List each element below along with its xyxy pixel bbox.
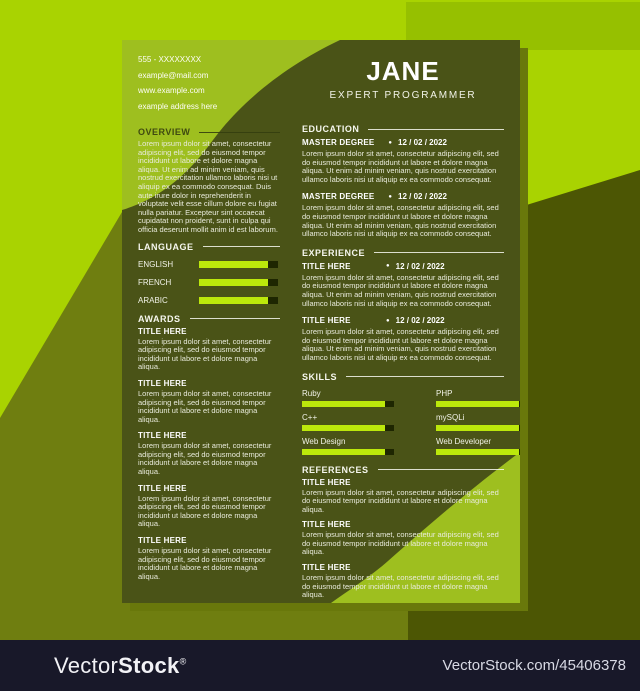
language-row-english bbox=[138, 256, 280, 274]
skill-web-design bbox=[302, 436, 394, 460]
education-entry bbox=[302, 138, 504, 184]
experience-date: 12 / 02 / 2022 bbox=[395, 261, 445, 271]
award-title: TITLE HERE bbox=[138, 326, 187, 336]
award-entry bbox=[138, 536, 280, 581]
heading-rule bbox=[374, 252, 504, 253]
heading-rule bbox=[378, 469, 504, 470]
skills-heading-row bbox=[302, 372, 504, 382]
overview-section bbox=[138, 127, 280, 235]
language-label: FRENCH bbox=[138, 278, 172, 288]
overview-body: Lorem ipsum dolor sit amet, consectetur adipiscing elit, sed do eiusmod tempor incididunt ut labore et dolore magna aliqua. Ut enim ad minim veniam, quis nostrud exercitation ullamco laboris nisi ut aliquip ex ea commodo consequat. Duis aute irure dolor in reprehenderit in voluptate velit esse cillum dolore eu fugiat nulla pariatur. Excepteur sint occaecat cupidatat non proident, sunt in culpa qui officia deserunt mollit anim id est laborum. bbox=[138, 139, 278, 234]
left-column bbox=[122, 40, 290, 603]
award-entry bbox=[138, 379, 280, 424]
skill-label: Ruby bbox=[302, 388, 321, 398]
candidate-name: JANE bbox=[366, 56, 440, 86]
references-heading: REFERENCES bbox=[302, 464, 369, 475]
watermark-url: VectorStock.com/45406378 bbox=[442, 657, 626, 674]
heading-rule bbox=[346, 376, 504, 377]
reference-title: TITLE HERE bbox=[302, 563, 351, 573]
experience-date: 12 / 02 / 2022 bbox=[395, 316, 445, 326]
experience-title-row bbox=[302, 316, 504, 325]
heading-rule bbox=[199, 132, 280, 133]
contact-phone: 555 - XXXXXXXX bbox=[138, 55, 202, 64]
skill-ruby bbox=[302, 388, 394, 412]
skill-cpp bbox=[302, 412, 394, 436]
skill-label: mySQLi bbox=[436, 412, 465, 422]
skill-web-developer bbox=[436, 436, 520, 460]
logo-text-light: Vector bbox=[54, 652, 119, 678]
skill-bar bbox=[436, 425, 520, 431]
award-entry bbox=[138, 484, 280, 529]
reference-body: Lorem ipsum dolor sit amet, consectetur adipiscing elit, sed do eiusmod tempor incididunt ut labore et dolore magna aliqua. bbox=[302, 573, 499, 600]
language-rows bbox=[138, 256, 280, 310]
education-date: 12 / 02 / 2022 bbox=[398, 138, 447, 147]
bullet-dot-icon: ● bbox=[386, 317, 390, 324]
language-heading-row bbox=[138, 242, 280, 252]
references-heading-row bbox=[302, 465, 504, 475]
bullet-dot-icon: ● bbox=[386, 263, 390, 270]
heading-rule bbox=[190, 318, 280, 319]
language-heading: LANGUAGE bbox=[138, 241, 194, 252]
award-body: Lorem ipsum dolor sit amet, consectetur adipiscing elit, sed do eiusmod tempor incididunt ut labore et dolore magna aliqua. bbox=[138, 546, 272, 581]
skill-bar-fill bbox=[302, 401, 385, 407]
award-title: TITLE HERE bbox=[138, 483, 187, 493]
contact-email: example@mail.com bbox=[138, 70, 209, 80]
skill-mysqli bbox=[436, 412, 520, 436]
language-bar bbox=[199, 297, 278, 304]
language-section bbox=[138, 242, 280, 310]
skills-grid bbox=[302, 388, 504, 460]
award-body: Lorem ipsum dolor sit amet, consectetur adipiscing elit, sed do eiusmod tempor incididunt ut labore et dolore magna aliqua. bbox=[138, 336, 272, 372]
award-title: TITLE HERE bbox=[138, 431, 187, 441]
experience-heading-row bbox=[302, 248, 504, 258]
skill-bar-fill bbox=[436, 401, 519, 407]
education-title-row bbox=[302, 138, 504, 147]
education-body: Lorem ipsum dolor sit amet, consectetur adipiscing elit, sed do eiusmod tempor incididunt ut labore et dolore magna aliqua. Ut enim ad minim veniam, quis nostrud exercitation ullamco laboris nisi ut aliquip ex ea commodo consequat. bbox=[302, 149, 499, 184]
reference-title: TITLE HERE bbox=[302, 477, 351, 487]
candidate-title: EXPERT PROGRAMMER bbox=[329, 90, 477, 101]
education-date: 12 / 02 / 2022 bbox=[398, 192, 447, 202]
award-title: TITLE HERE bbox=[138, 536, 187, 546]
bullet-dot-icon: ● bbox=[388, 139, 393, 146]
registered-mark-icon: ® bbox=[179, 656, 187, 667]
awards-section bbox=[138, 314, 280, 582]
language-row-arabic bbox=[138, 292, 280, 310]
language-bar-fill bbox=[199, 297, 268, 304]
experience-body: Lorem ipsum dolor sit amet, consectetur adipiscing elit, sed do eiusmod tempor incididunt ut labore et dolore magna aliqua. Ut enim ad minim veniam, quis nostrud exercitation ullamco laboris nisi ut aliquip ex ea commodo consequat. bbox=[302, 272, 499, 308]
language-row-french bbox=[138, 274, 280, 292]
education-heading-row bbox=[302, 124, 504, 134]
language-label: ARABIC bbox=[138, 296, 168, 306]
vectorstock-logo bbox=[54, 653, 187, 679]
resume-page bbox=[122, 40, 520, 603]
award-body: Lorem ipsum dolor sit amet, consectetur adipiscing elit, sed do eiusmod tempor incididunt ut labore et dolore magna aliqua. bbox=[138, 388, 272, 424]
experience-entry bbox=[302, 262, 504, 308]
skill-bar bbox=[302, 401, 394, 407]
reference-entry bbox=[302, 478, 504, 515]
language-label: ENGLISH bbox=[138, 260, 174, 270]
skills-section bbox=[302, 372, 504, 460]
watermark-bar bbox=[0, 640, 640, 691]
experience-entry bbox=[302, 316, 504, 362]
award-body: Lorem ipsum dolor sit amet, consectetur adipiscing elit, sed do eiusmod tempor incididunt ut labore et dolore magna aliqua. bbox=[138, 493, 272, 529]
contact-block bbox=[138, 52, 280, 114]
contact-website: www.example.com bbox=[138, 86, 205, 95]
language-bar-fill bbox=[199, 261, 268, 268]
award-body: Lorem ipsum dolor sit amet, consectetur adipiscing elit, sed do eiusmod tempor incididunt ut labore et dolore magna aliqua. bbox=[138, 441, 272, 477]
bullet-dot-icon: ● bbox=[388, 193, 393, 200]
reference-body: Lorem ipsum dolor sit amet, consectetur adipiscing elit, sed do eiusmod tempor incididunt ut labore et dolore magna aliqua. bbox=[302, 530, 499, 557]
skill-label: C++ bbox=[302, 412, 318, 422]
contact-address: example address here bbox=[138, 101, 218, 111]
awards-heading-row bbox=[138, 314, 280, 324]
heading-rule bbox=[368, 129, 504, 130]
award-title: TITLE HERE bbox=[138, 378, 187, 388]
education-entry bbox=[302, 192, 504, 238]
skill-php bbox=[436, 388, 520, 412]
heading-rule bbox=[203, 246, 281, 247]
language-bar-fill bbox=[199, 279, 268, 286]
skill-bar bbox=[436, 449, 520, 455]
experience-title: TITLE HERE bbox=[302, 261, 351, 271]
skill-bar-fill bbox=[436, 425, 519, 431]
award-entry bbox=[138, 431, 280, 476]
reference-title: TITLE HERE bbox=[302, 520, 351, 530]
experience-heading: EXPERIENCE bbox=[302, 247, 366, 258]
skill-bar-fill bbox=[302, 449, 385, 455]
education-heading: EDUCATION bbox=[302, 124, 360, 134]
skill-bar-fill bbox=[436, 449, 519, 455]
experience-title: TITLE HERE bbox=[302, 316, 351, 326]
experience-body: Lorem ipsum dolor sit amet, consectetur adipiscing elit, sed do eiusmod tempor incididunt ut labore et dolore magna aliqua. Ut enim ad minim veniam, quis nostrud exercitation ullamco laboris nisi ut aliquip ex ea commodo consequat. bbox=[302, 327, 499, 362]
reference-entry bbox=[302, 563, 504, 600]
overview-heading-row bbox=[138, 127, 280, 137]
language-bar bbox=[199, 279, 278, 286]
right-column bbox=[290, 40, 520, 603]
education-degree: MASTER DEGREE bbox=[302, 138, 375, 147]
skill-bar bbox=[302, 425, 394, 431]
education-body: Lorem ipsum dolor sit amet, consectetur adipiscing elit, sed do eiusmod tempor incididunt ut labore et dolore magna aliqua. Ut enim ad minim veniam, quis nostrud exercitation ullamco laboris nisi ut aliquip ex ea commodo consequat. bbox=[302, 203, 499, 239]
references-section bbox=[302, 465, 504, 600]
skill-label: Web Design bbox=[302, 436, 346, 446]
education-degree: MASTER DEGREE bbox=[302, 192, 375, 202]
skill-label: Web Developer bbox=[436, 436, 491, 446]
education-section bbox=[302, 124, 504, 239]
experience-section bbox=[302, 248, 504, 363]
skill-bar bbox=[302, 449, 394, 455]
awards-heading: AWARDS bbox=[138, 313, 181, 324]
overview-heading: OVERVIEW bbox=[138, 127, 191, 137]
skill-bar-fill bbox=[302, 425, 385, 431]
reference-entry bbox=[302, 520, 504, 557]
language-bar bbox=[199, 261, 278, 268]
logo-text-bold: Stock bbox=[118, 652, 180, 678]
education-title-row bbox=[302, 192, 504, 201]
reference-body: Lorem ipsum dolor sit amet, consectetur adipiscing elit, sed do eiusmod tempor incididunt ut labore et dolore magna aliqua. bbox=[302, 487, 499, 514]
skill-bar bbox=[436, 401, 520, 407]
skills-heading: SKILLS bbox=[302, 371, 338, 382]
award-entry bbox=[138, 327, 280, 372]
skill-label: PHP bbox=[436, 388, 453, 398]
experience-title-row bbox=[302, 262, 504, 271]
